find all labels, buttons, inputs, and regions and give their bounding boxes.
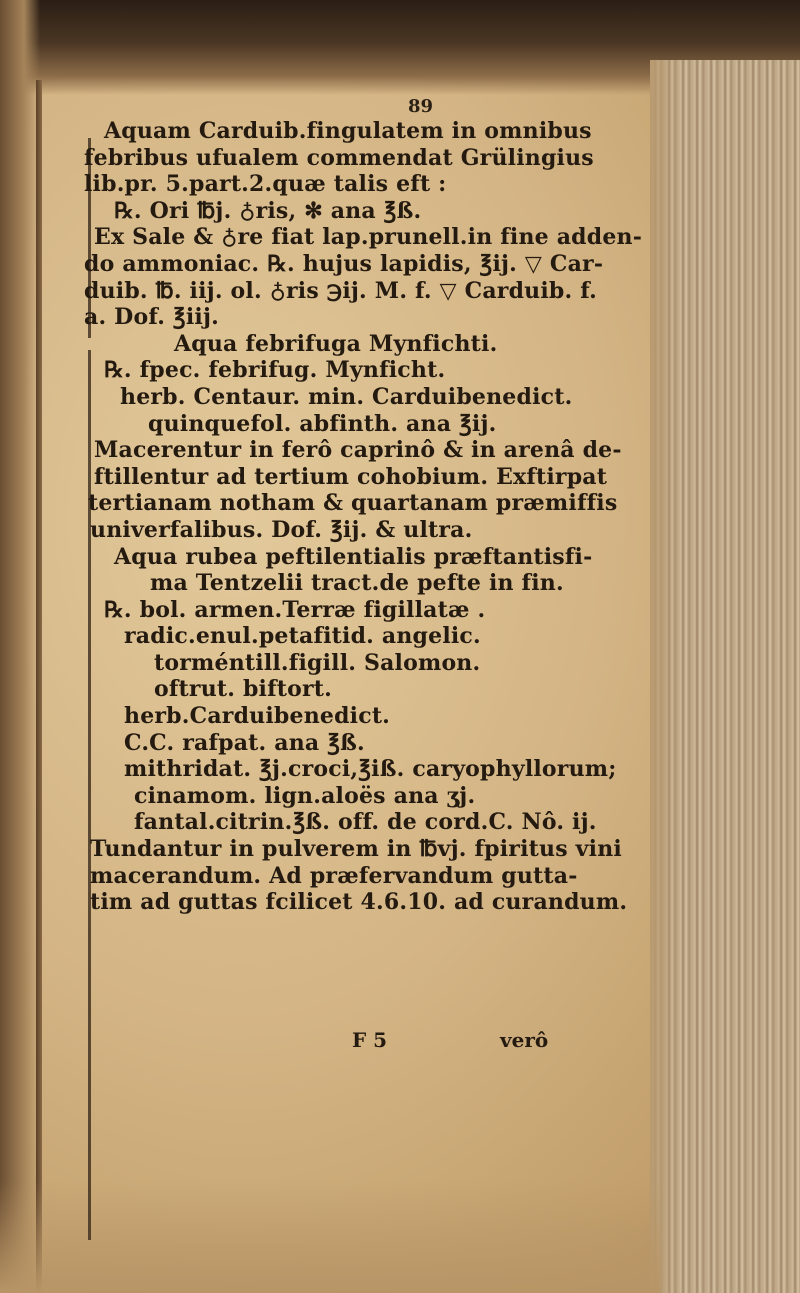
text-line: fantal.citrin.℥ß. off. de cord.C. Nô. ij. (134, 809, 597, 836)
text-line: ftillentur ad tertium cohobium. Exftirpat (94, 463, 608, 490)
left-binding-edge (0, 0, 40, 1293)
page-number: 89 (408, 96, 434, 117)
text-line: C.C. rafpat. ana ℥ß. (124, 729, 365, 756)
text-line: tertianam notham & quartanam præmiffis (88, 490, 618, 517)
text-line: macerandum. Ad præfervandum gutta- (90, 862, 578, 889)
catchword: verô (500, 1028, 549, 1052)
text-line: herb.Carduibenedict. (124, 703, 391, 730)
page-edges-stack (650, 60, 800, 1293)
text-heading: Aqua rubea peftilentialis præftantisfi- (114, 543, 593, 570)
text-line: herb. Centaur. min. Carduibenedict. (120, 383, 573, 410)
page-fold (36, 80, 42, 1293)
text-line: oftrut. biftort. (154, 676, 333, 703)
text-line: mithridat. ℥j.croci,℥iß. caryophyllorum; (124, 756, 617, 783)
text-line: ℞. fpec. febrifug. Mynficht. (104, 357, 446, 384)
text-line: ℞. bol. armen.Terræ figillatæ . (104, 596, 486, 623)
text-line: tim ad guttas fcilicet 4.6.10. ad curandum. (90, 889, 628, 916)
text-heading: Aqua febrifuga Mynfichti. (174, 330, 498, 357)
text-line: ℞. Ori ℔j. ♁ris, ✻ ana ℥ß. (114, 197, 422, 224)
text-line: cinamom. lign.aloës ana ʒj. (134, 782, 476, 809)
text-line: lib.pr. 5.part.2.quæ talis eft : (84, 171, 447, 198)
text-line: do ammoniac. ℞. hujus lapidis, ℥ij. ▽ Car- (84, 250, 604, 277)
text-line: quinquefol. abfinth. ana ℥ij. (148, 410, 497, 437)
text-heading: ma Tentzelii tract.de pefte in fin. (150, 570, 564, 597)
text-line: torméntill.figill. Salomon. (154, 649, 481, 676)
signature-mark: F 5 (352, 1028, 388, 1052)
text-line: Ex Sale & ♁re fiat lap.prunell.in fine adden- (94, 224, 643, 251)
text-line: radic.enul.petafitid. angelic. (124, 623, 481, 650)
text-line: univerfalibus. Dof. ℥ij. & ultra. (90, 516, 473, 543)
text-line: duib. ℔. iij. ol. ♁ris ℈ij. M. f. ▽ Carduib. f. (84, 277, 597, 304)
text-line: Aquam Carduib.fingulatem in omnibus (104, 118, 592, 144)
text-line: a. Dof. ℥iij. (84, 304, 219, 331)
bottom-margin (0, 1180, 660, 1293)
text-line: Macerentur in ferô caprinô & in arenâ de- (94, 437, 622, 464)
main-text (84, 118, 644, 916)
text-line: febribus ufualem commendat Grülingius (84, 144, 594, 171)
text-line: Tundantur in pulverem in ℔vj. fpiritus vini (90, 836, 622, 863)
